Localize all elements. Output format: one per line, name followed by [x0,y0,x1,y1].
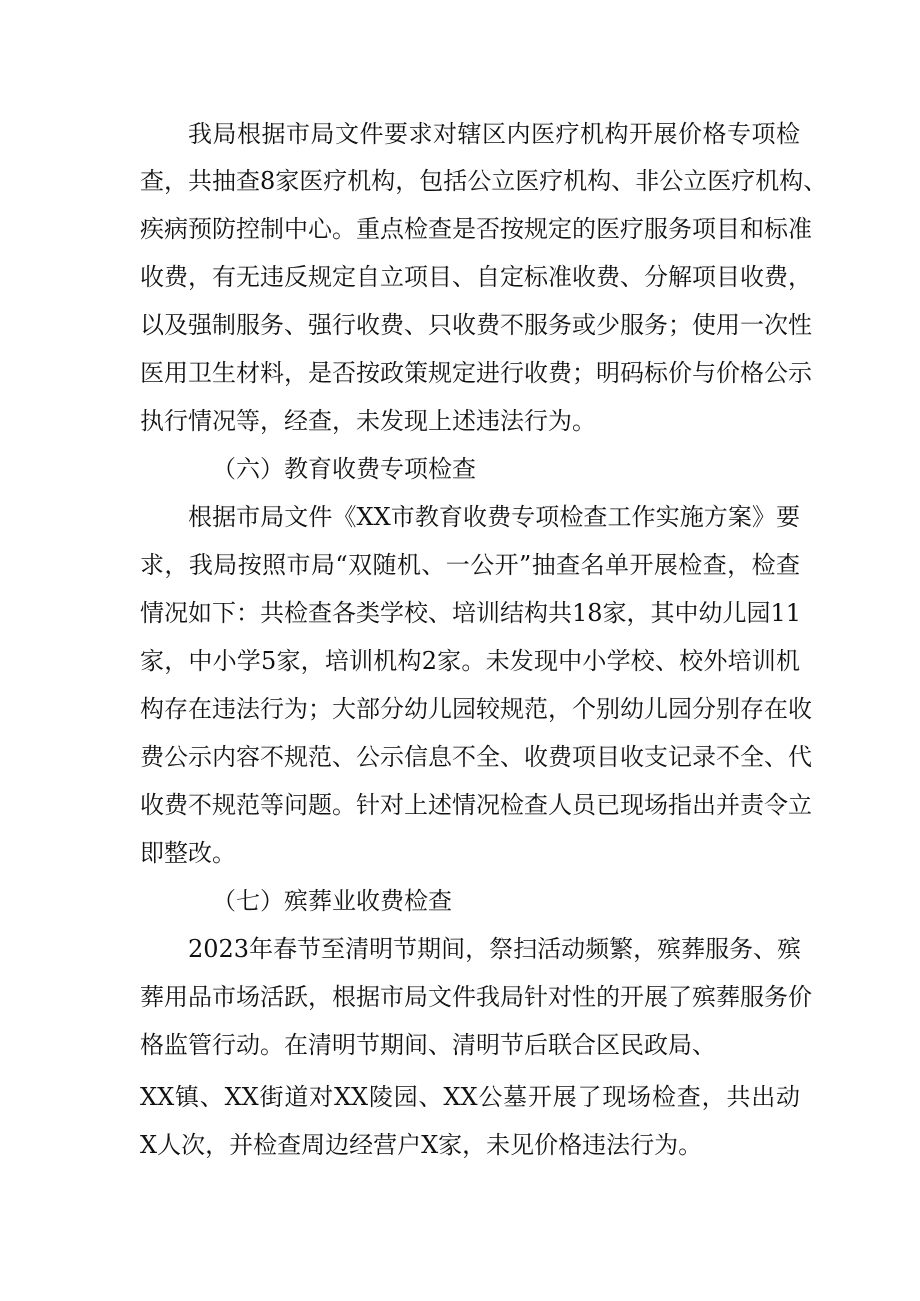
paragraph-line: 2023年春节至清明节期间，祭扫活动频繁，殡葬服务、殡 [188,935,802,963]
paragraph-line: XX镇、XX街道对XX陵园、XX公墓开展了现场检查，共出动 [140,1083,800,1111]
paragraph-line: 家，中小学5家，培训机构2家。未发现中小学校、校外培训机 [140,647,800,675]
section-heading: （六）教育收费专项检查 [212,455,476,483]
section-heading: （七）殡葬业收费检查 [212,887,452,915]
paragraph-line: 费公示内容不规范、公示信息不全、收费项目收支记录不全、代 [140,743,812,771]
paragraph-line: 根据市局文件《XX市教育收费专项检查工作实施方案》要 [188,503,800,531]
paragraph-line: 收费，有无违反规定自立项目、自定标准收费、分解项目收费， [140,263,812,291]
paragraph-line: 执行情况等，经查，未发现上述违法行为。 [140,407,596,435]
paragraph-line: 我局根据市局文件要求对辖区内医疗机构开展价格专项检 [188,120,800,148]
paragraph-line: 收费不规范等问题。针对上述情况检查人员已现场指出并责令立 [140,791,812,819]
paragraph-line: 查，共抽查8家医疗机构，包括公立医疗机构、非公立医疗机构、 [140,167,828,195]
paragraph-line: 疾病预防控制中心。重点检查是否按规定的医疗服务项目和标准 [140,215,812,243]
paragraph-line: 求，我局按照市局“双随机、一公开”抽查名单开展检查，检查 [140,551,800,579]
paragraph-line: 医用卫生材料，是否按政策规定进行收费；明码标价与价格公示 [140,359,812,387]
paragraph-line: 以及强制服务、强行收费、只收费不服务或少服务；使用一次性 [140,311,812,339]
paragraph-line: X人次，并检查周边经营户X家，未见价格违法行为。 [140,1131,703,1159]
paragraph-line: 格监管行动。在清明节期间、清明节后联合区民政局、 [140,1031,716,1059]
paragraph-line: 情况如下：共检查各类学校、培训结构共18家，其中幼儿园11 [140,599,802,627]
paragraph-line: 葬用品市场活跃，根据市局文件我局针对性的开展了殡葬服务价 [140,983,812,1011]
paragraph-line: 构存在违法行为；大部分幼儿园较规范，个别幼儿园分别存在收 [140,695,812,723]
paragraph-line: 即整改。 [140,839,236,867]
